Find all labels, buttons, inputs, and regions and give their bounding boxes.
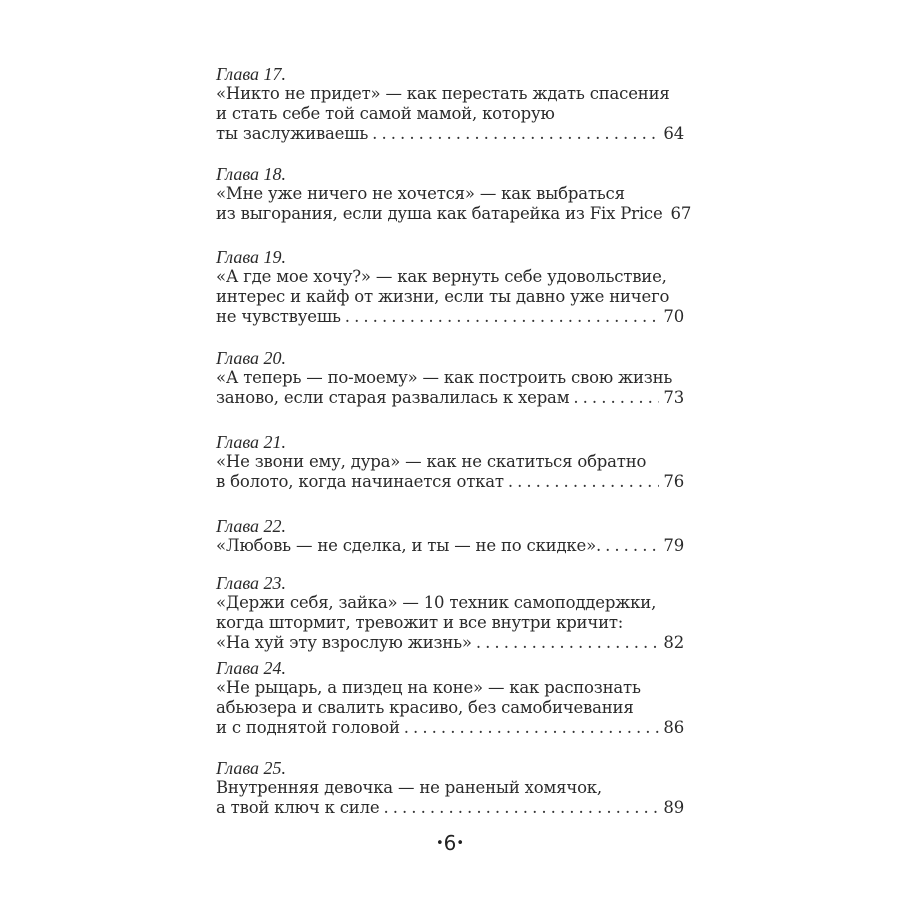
page-ref: 82 bbox=[663, 633, 684, 652]
chapter-title-line: Внутренняя девочка — не раненый хомячок, bbox=[216, 778, 602, 797]
chapter-label: Глава 18. bbox=[216, 164, 287, 184]
toc-entry-chapter-18[interactable] bbox=[216, 164, 692, 224]
chapter-title-last-line bbox=[216, 718, 684, 738]
chapter-title-line: «Держи себя, зайка» — 10 техник самоподдержки, bbox=[216, 593, 657, 612]
chapter-title-last-line bbox=[216, 472, 684, 492]
chapter-title-line: абьюзера и свалить красиво, без самобичевания bbox=[216, 698, 634, 717]
chapter-title-text: «На хуй эту взрослую жизнь» bbox=[216, 633, 472, 652]
chapter-title-text: заново, если старая развалилась к херам bbox=[216, 388, 570, 407]
page-ref: 67 bbox=[670, 204, 692, 223]
chapter-label: Глава 22. bbox=[216, 516, 287, 536]
leader-dots bbox=[372, 124, 659, 144]
leader-dots bbox=[476, 633, 660, 653]
chapter-title-last-line bbox=[216, 388, 684, 408]
chapter-title-last-line bbox=[216, 633, 684, 653]
chapter-title-text: из выгорания, если душа как батарейка из Fix Price bbox=[216, 204, 663, 223]
toc-entry-chapter-25[interactable] bbox=[216, 758, 684, 818]
chapter-title-line: «А теперь — по-моему» — как построить свою жизнь bbox=[216, 368, 673, 387]
leader-dots bbox=[573, 388, 659, 408]
page-ref: 76 bbox=[663, 472, 684, 491]
chapter-title-text: и с поднятой головой bbox=[216, 718, 400, 737]
page-ref: 89 bbox=[663, 798, 684, 817]
chapter-title-text: в болото, когда начинается откат bbox=[216, 472, 504, 491]
chapter-title-line: «Не рыцарь, а пиздец на коне» — как распознать bbox=[216, 678, 641, 697]
chapter-title-line: «Мне уже ничего не хочется» — как выбраться bbox=[216, 184, 625, 203]
toc-entry-chapter-19[interactable] bbox=[216, 247, 684, 327]
page-number: 6 bbox=[443, 831, 457, 855]
toc-entry-chapter-20[interactable] bbox=[216, 348, 684, 408]
toc-entry-chapter-23[interactable] bbox=[216, 573, 684, 653]
leader-dots bbox=[345, 307, 660, 327]
chapter-title-text: «Любовь — не сделка, и ты — не по скидке». bbox=[216, 536, 602, 555]
page-ref: 79 bbox=[663, 536, 684, 555]
chapter-label: Глава 24. bbox=[216, 658, 287, 678]
toc-entry-chapter-22[interactable] bbox=[216, 516, 684, 556]
chapter-title-line: «Никто не придет» — как перестать ждать спасения bbox=[216, 84, 670, 103]
chapter-label: Глава 20. bbox=[216, 348, 287, 368]
chapter-title-last-line bbox=[216, 536, 684, 556]
chapter-title-line: «Не звони ему, дура» — как не скатиться обратно bbox=[216, 452, 647, 471]
toc-entry-chapter-21[interactable] bbox=[216, 432, 684, 492]
leader-dots bbox=[383, 798, 659, 818]
chapter-title-line: «А где мое хочу?» — как вернуть себе удовольствие, bbox=[216, 267, 667, 286]
chapter-title-line: когда штормит, тревожит и все внутри кричит: bbox=[216, 613, 624, 632]
chapter-title-text: ты заслуживаешь bbox=[216, 124, 369, 143]
chapter-title-text: не чувствуешь bbox=[216, 307, 341, 326]
chapter-label: Глава 21. bbox=[216, 432, 287, 452]
chapter-label: Глава 23. bbox=[216, 573, 287, 593]
chapter-title-last-line bbox=[216, 124, 684, 144]
leader-dots bbox=[508, 472, 660, 492]
chapter-label: Глава 19. bbox=[216, 247, 287, 267]
chapter-title-line: интерес и кайф от жизни, если ты давно уже ничего bbox=[216, 287, 670, 306]
chapter-title-last-line bbox=[216, 307, 684, 327]
page-number-footer bbox=[0, 831, 900, 855]
leader-dots bbox=[404, 718, 660, 738]
chapter-title-line: и стать себе той самой мамой, которую bbox=[216, 104, 555, 123]
chapter-label: Глава 17. bbox=[216, 64, 287, 84]
chapter-title-text: а твой ключ к силе bbox=[216, 798, 380, 817]
bullet-left: • bbox=[435, 836, 444, 851]
page-ref: 73 bbox=[663, 388, 684, 407]
leader-dots bbox=[605, 536, 659, 556]
chapter-title-last-line bbox=[216, 798, 684, 818]
toc-entry-chapter-17[interactable] bbox=[216, 64, 684, 144]
chapter-label: Глава 25. bbox=[216, 758, 287, 778]
toc-entry-chapter-24[interactable] bbox=[216, 658, 684, 738]
bullet-right: • bbox=[456, 836, 465, 851]
page-ref: 70 bbox=[663, 307, 684, 326]
page-ref: 64 bbox=[663, 124, 684, 143]
page-ref: 86 bbox=[663, 718, 684, 737]
chapter-title-last-line bbox=[216, 204, 692, 224]
